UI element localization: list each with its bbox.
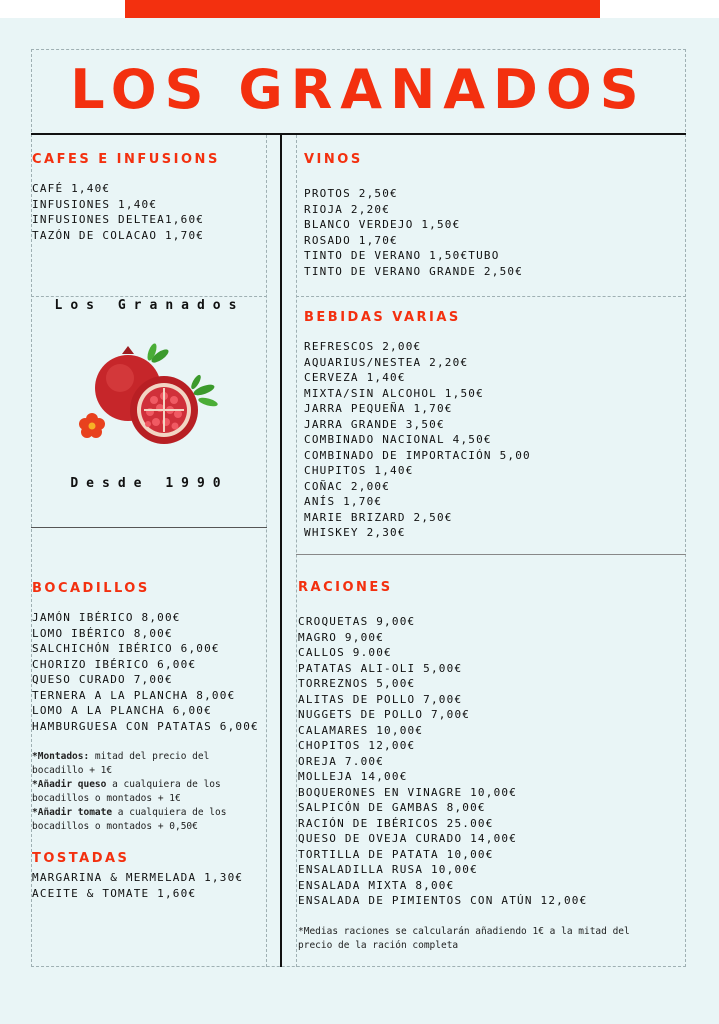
list-item: RACIÓN DE IBÉRICOS 25.00€: [298, 816, 494, 830]
list-item: CAFÉ 1,40€: [32, 182, 111, 195]
bebidas-bottom-border: [296, 554, 686, 555]
left-column-edge: [266, 135, 267, 967]
list-item: SALPICÓN DE GAMBAS 8,00€: [298, 801, 486, 814]
list-item: AQUARIUS/NESTEA 2,20€: [304, 355, 469, 369]
bebidas-heading: BEBIDAS VARIAS: [304, 310, 461, 325]
list-item: PATATAS ALI-OLI 5,00€: [298, 661, 463, 675]
list-item: BLANCO VERDEJO 1,50€: [304, 218, 461, 231]
bebidas-list: [304, 339, 531, 541]
list-item: MARGARINA & MERMELADA 1,30€: [32, 871, 244, 884]
list-item: MARIE BRIZARD 2,50€: [304, 510, 453, 524]
cafes-list: [32, 181, 204, 243]
list-item: BOQUERONES EN VINAGRE 10,00€: [298, 785, 518, 799]
list-item: COMBINADO NACIONAL 4,50€: [304, 433, 492, 446]
list-item: CERVEZA 1,40€: [304, 371, 406, 384]
vinos-heading: VINOS: [304, 152, 363, 167]
list-item: NUGGETS DE POLLO 7,00€: [298, 708, 471, 721]
raciones-heading: RACIONES: [298, 580, 393, 595]
list-item: INFUSIONES DELTEA1,60€: [32, 213, 205, 226]
list-item: WHISKEY 2,30€: [304, 526, 406, 539]
note-text: a cualquiera de los bocadillos o montados + 1€: [32, 779, 221, 804]
list-item: QUESO CURADO 7,00€: [32, 673, 173, 686]
list-item: PROTOS 2,50€: [304, 187, 398, 200]
list-item: JAMÓN IBÉRICO 8,00€: [32, 611, 181, 624]
list-item: COMBINADO DE IMPORTACIÓN 5,00: [304, 448, 531, 462]
list-item: LOMO IBÉRICO 8,00€: [32, 626, 173, 640]
list-item: CALAMARES 10,00€: [298, 723, 424, 737]
list-item: ACEITE & TOMATE 1,60€: [32, 886, 197, 900]
list-item: ROSADO 1,70€: [304, 233, 398, 247]
list-item: MAGRO 9,00€: [298, 630, 385, 644]
list-item: REFRESCOS 2,00€: [304, 340, 422, 353]
list-item: CROQUETAS 9,00€: [298, 615, 416, 628]
list-item: RIOJA 2,20€: [304, 202, 391, 216]
list-item: ALITAS DE POLLO 7,00€: [298, 692, 463, 706]
list-item: CALLOS 9.00€: [298, 646, 392, 659]
list-item: SALCHICHÓN IBÉRICO 6,00€: [32, 642, 220, 655]
list-item: HAMBURGUESA CON PATATAS 6,00€: [32, 719, 259, 733]
pomegranate-icon: [72, 342, 222, 454]
note-text: a cualquiera de los bocadillos o montados + 0,50€: [32, 807, 227, 832]
tostadas-heading: TOSTADAS: [32, 851, 130, 866]
queso-note: [32, 778, 247, 806]
note-label: *Añadir tomate: [32, 807, 113, 818]
cafes-heading: CAFES E INFUSIONS: [32, 152, 220, 167]
top-accent-bar: [125, 0, 600, 18]
brand-since: Desde 1990: [70, 476, 229, 491]
montados-note: [32, 750, 247, 778]
list-item: CHUPITOS 1,40€: [304, 464, 414, 477]
list-item: QUESO DE OVEJA CURADO 14,00€: [298, 832, 518, 845]
list-item: ENSALADA MIXTA 8,00€: [298, 878, 455, 892]
list-item: JARRA GRANDE 3,50€: [304, 417, 445, 431]
list-item: COÑAC 2,00€: [304, 479, 391, 493]
note-label: *Montados:: [32, 751, 90, 762]
column-divider: [280, 135, 282, 967]
list-item: OREJA 7.00€: [298, 754, 385, 768]
bocadillos-list: [32, 610, 259, 734]
list-item: MIXTA/SIN ALCOHOL 1,50€: [304, 386, 484, 400]
title-divider: [31, 133, 686, 135]
brand-name: Los Granados: [54, 298, 245, 313]
brand-bottom-border: [31, 527, 267, 528]
list-item: CHOPITOS 12,00€: [298, 739, 416, 752]
list-item: CHORIZO IBÉRICO 6,00€: [32, 657, 197, 671]
list-item: MOLLEJA 14,00€: [298, 770, 408, 783]
list-item: TORTILLA DE PATATA 10,00€: [298, 847, 494, 861]
note-text: mitad del precio del bocadillo + 1€: [32, 751, 210, 776]
raciones-list: [298, 614, 587, 909]
list-item: TINTO DE VERANO 1,50€TUBO: [304, 249, 500, 262]
list-item: ENSALADILLA RUSA 10,00€: [298, 863, 478, 876]
cafes-bottom-border: [31, 296, 267, 297]
list-item: ANÍS 1,70€: [304, 495, 383, 508]
list-item: INFUSIONES 1,40€: [32, 197, 158, 211]
bocadillos-heading: BOCADILLOS: [32, 581, 150, 596]
list-item: TAZÓN DE COLACAO 1,70€: [32, 228, 205, 242]
right-column-edge: [296, 135, 297, 967]
vinos-bottom-border: [296, 296, 686, 297]
list-item: ENSALADA DE PIMIENTOS CON ATÚN 12,00€: [298, 894, 588, 907]
list-item: LOMO A LA PLANCHA 6,00€: [32, 704, 212, 717]
page-title: LOS GRANADOS: [70, 58, 647, 121]
tomate-note: [32, 806, 247, 834]
vinos-list: [304, 186, 523, 279]
medias-raciones-note: *Medias raciones se calcularán añadiendo 1€ a la mitad del precio de la ración completa: [298, 926, 630, 951]
note-label: *Añadir queso: [32, 779, 107, 790]
list-item: TERNERA A LA PLANCHA 8,00€: [32, 688, 236, 702]
list-item: TORREZNOS 5,00€: [298, 677, 416, 690]
list-item: JARRA PEQUEÑA 1,70€: [304, 402, 453, 415]
list-item: TINTO DE VERANO GRANDE 2,50€: [304, 264, 524, 278]
tostadas-list: [32, 870, 243, 901]
